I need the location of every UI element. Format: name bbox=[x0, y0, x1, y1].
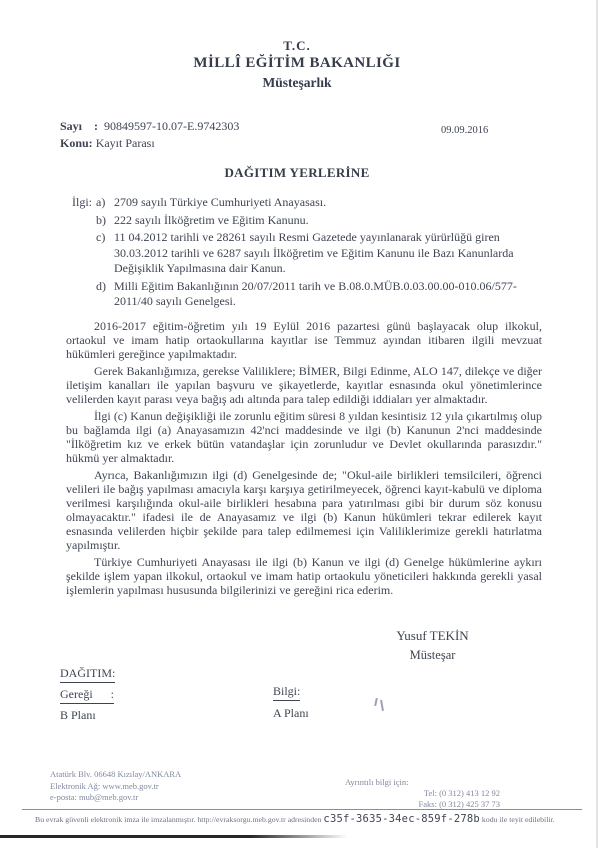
bilgi-block bbox=[273, 684, 309, 721]
footer-contact bbox=[345, 777, 500, 810]
sayi-label: Sayı bbox=[60, 119, 83, 133]
reference-letter: c) bbox=[96, 230, 106, 244]
reference-text: 2709 sayılı Türkiye Cumhuriyeti Anayasası. bbox=[114, 195, 327, 209]
footer-contact-heading: Ayrıntılı bilgi için: bbox=[345, 777, 409, 787]
reference-text: Milli Eğitim Bakanlığının 20/07/2011 tarih ve B.08.0.MÜB.0.03.00.00-010.06/577-2011/40 sayılı Genelgesi. bbox=[114, 278, 517, 308]
reference-item bbox=[72, 279, 534, 310]
bilgi-label: Bilgi: bbox=[273, 684, 300, 701]
bottom-scan-bar bbox=[0, 835, 348, 838]
signer-name: Yusuf TEKİN bbox=[396, 628, 469, 643]
body-paragraph: İlgi (c) Kanun değişikliği ile zorunlu eğitim süresi 8 yıldan kesintisiz 12 yıla çıkartılmış olup bu bağlamda ilgi (a) Anayasamızın 42'nci maddesinde ve ilgi (b) Kanunun 2'nci maddesinde "İlköğretim kız ve erkek bütün vatandaşlar için zorunludur ve Devlet okullarında parasızdır." hükmü yer almaktadır. bbox=[66, 409, 542, 465]
body-paragraph: Ayrıca, Bakanlığımızın ilgi (d) Genelgesinde de; "Okul-aile birlikleri temsilcileri, öğrenci velileri ile bağış yapılması amacıyla karşı karşıya getirilmeyecek, öğrenci kayıt-kabulü ve diploma verilmesi karşılığında okul-aile birlikleri hesabına para yatırılması gibi bir durum söz konusu olmayacaktır." ifadesi ile de Anayasamız ve ilgi (b) Kanun hükümleri tekrar edilerek kayıt esnasında velilerden hiçbir şekilde para talep edilmemesi için Valiliklerimize gerekli hatırlatma yapılmıştır. bbox=[66, 468, 542, 552]
bilgi-value: A Planı bbox=[273, 706, 309, 720]
letterhead bbox=[0, 38, 594, 91]
recipient-heading: DAĞITIM YERLERİNE bbox=[224, 165, 370, 180]
geregi-value: B Planı bbox=[60, 708, 96, 722]
verification-suffix: kodu ile teyit edilebilir. bbox=[481, 815, 555, 824]
distribution-block bbox=[60, 666, 115, 727]
body-paragraph: 2016-2017 eğitim-öğretim yılı 19 Eylül 2016 pazartesi günü başlayacak olup ilkokul, ortaokul ve imam hatip ortaokullarına kayıtlar ise Temmuz ayından itibaren ilgili mevzuat hükümleri gereğince yapılmaktadır. bbox=[66, 319, 542, 361]
konu-row bbox=[60, 136, 239, 151]
sayi-row bbox=[60, 119, 239, 134]
reference-letter: a) bbox=[96, 195, 106, 209]
footer-address bbox=[50, 769, 181, 804]
footer-email: e-posta: mub@meb.gov.tr bbox=[50, 792, 139, 802]
reference-item bbox=[72, 213, 534, 229]
konu-value: Kayıt Parası bbox=[95, 136, 155, 150]
references-label: İlgi: bbox=[72, 195, 92, 209]
verification-line bbox=[35, 813, 597, 825]
signature-block bbox=[350, 628, 515, 663]
handwritten-mark bbox=[380, 700, 383, 711]
document-date: 09.09.2016 bbox=[441, 125, 489, 136]
body-paragraph: Gerek Bakanlığımıza, gerekse Valiliklere; BİMER, Bilgi Edinme, ALO 147, dilekçe ve diğer iletişim kanalları ile yapılan başvuru ve şikayetlerde, kayıtlar esnasında okul yönetimlerince velilerden kayıt parası veya bağış adı altında para talep edildiği iddiaları yer almaktadır. bbox=[66, 364, 542, 406]
reference-item bbox=[72, 195, 534, 211]
handwritten-mark bbox=[374, 698, 377, 706]
verification-prefix: Bu evrak güvenli elektronik imza ile imzalanmıştır. http://evraksorgu.meb.gov.tr adresinden bbox=[35, 815, 322, 824]
sayi-separator: : bbox=[94, 119, 98, 133]
letter-body bbox=[66, 319, 542, 600]
footer-divider bbox=[22, 809, 582, 810]
footer-website: Elektronik Ağ: www.meb.gov.tr bbox=[50, 780, 159, 791]
footer-fax: Faks: (0 312) 425 37 73 bbox=[418, 799, 500, 809]
reference-letter: d) bbox=[96, 278, 106, 293]
distribution-heading: DAĞITIM: bbox=[60, 666, 115, 683]
references-block bbox=[72, 195, 534, 312]
konu-label: Konu: bbox=[60, 136, 93, 150]
reference-text: 222 sayılı İlköğretim ve Eğitim Kanunu. bbox=[114, 212, 309, 227]
letterhead-ministry-name: MİLLÎ EĞİTİM BAKANLIĞI bbox=[193, 55, 401, 71]
scan-edge-line bbox=[596, 0, 598, 848]
reference-item bbox=[72, 230, 534, 277]
body-paragraph: Türkiye Cumhuriyeti Anayasası ile ilgi (b) Kanun ve ilgi (d) Genelge hükümlerine aykırı şekilde işlem yapan ilkokul, ortaokul ve imam hatip ortaokulu yöneticileri hakkında gerekli yasal işlemlerin yapılması hususunda bilgilerinizi ve gereğini rica ederim. bbox=[66, 555, 542, 597]
document-meta bbox=[60, 119, 239, 153]
sayi-value: 90849597-10.07-E.9742303 bbox=[104, 119, 240, 133]
reference-text: 11 04.2012 tarihli ve 28261 sayılı Resmi Gazetede yayınlanarak yürürlüğü giren 30.03.2012 tarihli ve 6287 sayılı İlköğretim ve Eğitim Kanunu ile Bazı Kanunlarda Değişiklik Yapılmasına dair Kanun. bbox=[114, 230, 514, 275]
footer-tel: Tel: (0 312) 413 12 92 bbox=[423, 788, 500, 798]
letterhead-office: Müsteşarlık bbox=[262, 75, 332, 90]
verification-code: c35f-3635-34ec-859f-278b bbox=[323, 813, 480, 825]
footer-address-line: Atatürk Blv. 06648 Kızılay/ANKARA bbox=[50, 769, 182, 779]
letterhead-tc: T.C. bbox=[283, 38, 311, 53]
geregi-label: Gereği : bbox=[60, 687, 114, 704]
reference-letter: b) bbox=[96, 212, 106, 227]
signer-title: Müsteşar bbox=[409, 648, 456, 662]
